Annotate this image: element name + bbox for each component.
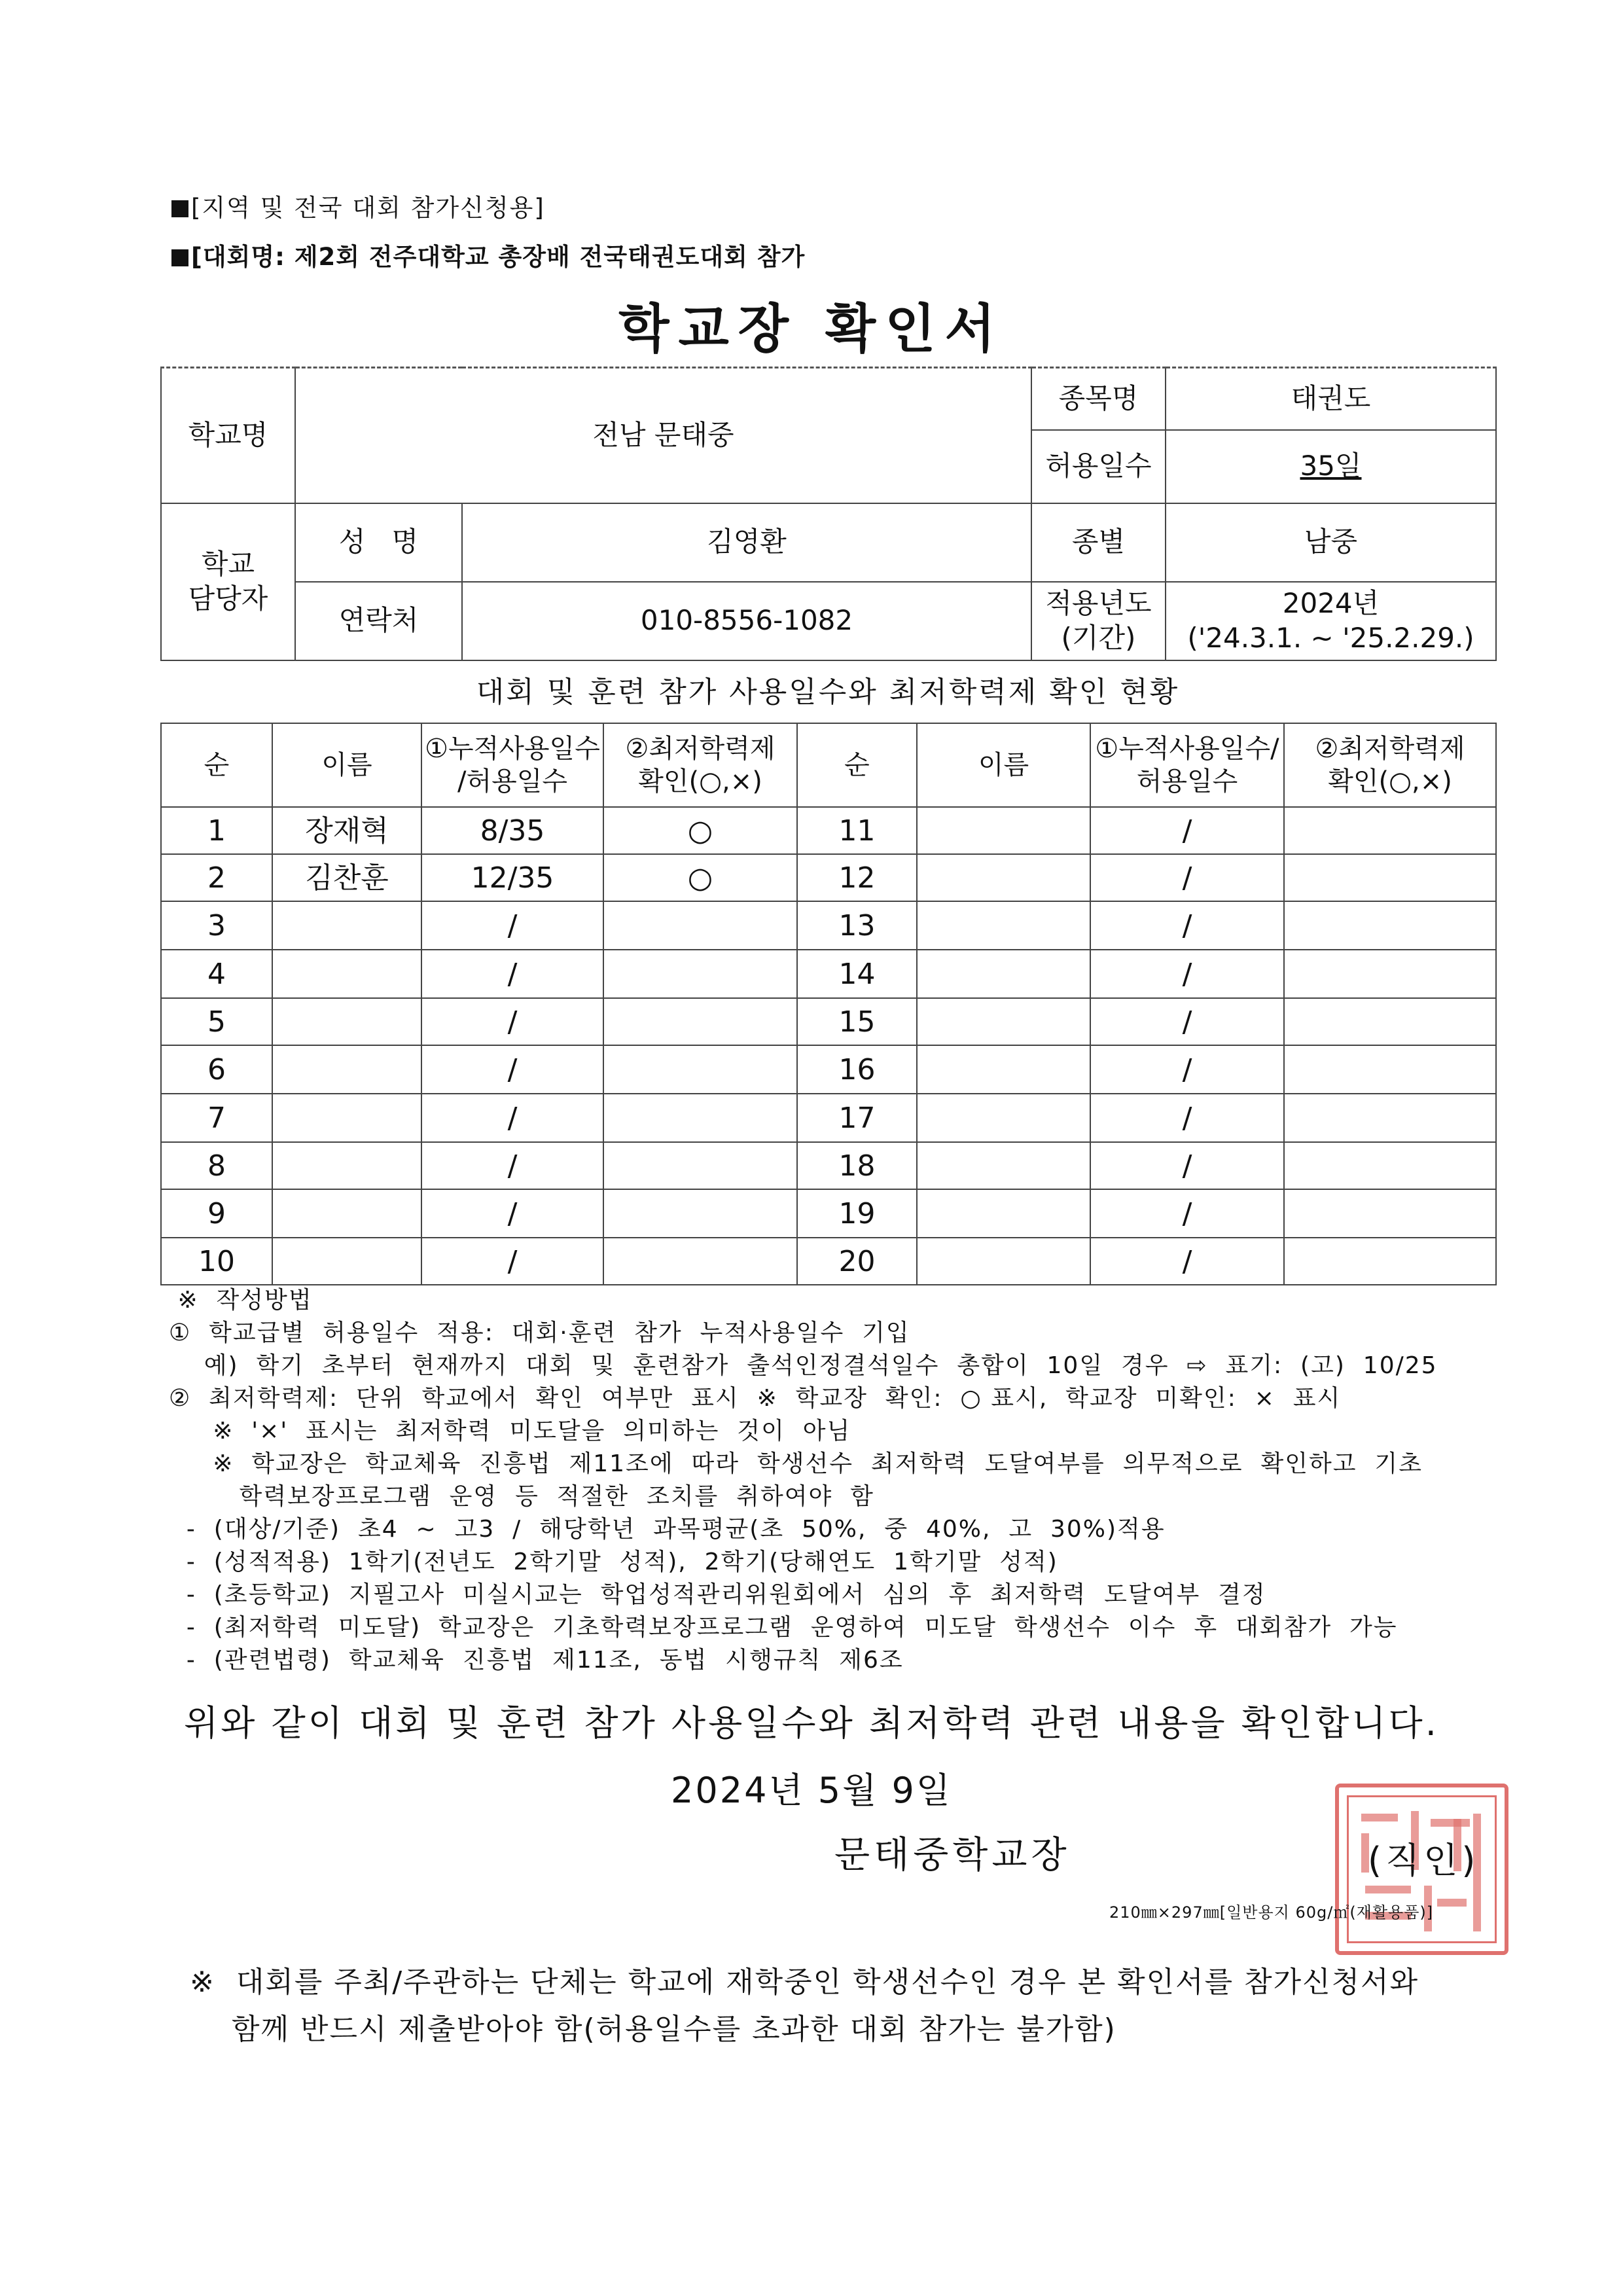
instruction-line: - (성적적용) 1학기(전년도 2학기말 성적), 2학기(당해연도 1학기말 성적)	[169, 1549, 1058, 1575]
row-number: 5	[161, 998, 272, 1045]
instruction-line: 학력보장프로그램 운영 등 적절한 조치를 취하여야 함	[169, 1483, 874, 1510]
manager-name-value: 김영환	[462, 503, 1031, 582]
row-number: 1	[161, 807, 272, 854]
days-used: /	[421, 1238, 603, 1285]
row-number: 14	[797, 950, 917, 998]
student-name	[917, 1045, 1090, 1094]
student-name	[272, 1189, 421, 1238]
competition-name-label	[171, 237, 805, 272]
contact-value: 010-8556-1082	[462, 582, 1031, 660]
instruction-line: - (대상/기준) 초4 ~ 고3 / 해당학년 과목평균(초 50%, 중 40%, 고 30%)적용	[169, 1516, 1166, 1543]
header-no: 순	[161, 723, 272, 807]
student-name	[272, 1045, 421, 1094]
instruction-line: ② 최저학력제: 단위 학교에서 확인 여부만 표시 ※ 학교장 확인: ○ 표시, 학교장 미확인: × 표시	[169, 1385, 1342, 1412]
days-used: /	[421, 950, 603, 998]
allowed-days-cell	[1166, 430, 1496, 503]
instructions	[169, 1284, 1438, 1677]
days-used: /	[421, 1189, 603, 1238]
row-number: 12	[797, 854, 917, 901]
row-number: 16	[797, 1045, 917, 1094]
row-number: 20	[797, 1238, 917, 1285]
manager-name-label: 성 명	[295, 503, 462, 582]
min-academic-check	[1284, 950, 1496, 998]
form-usage-text: [지역 및 전국 대회 참가신청용]	[191, 194, 545, 222]
student-name	[272, 998, 421, 1045]
division-label: 종별	[1031, 503, 1166, 582]
section-title: 대회 및 훈련 참가 사용일수와 최저학력제 확인 현황	[160, 660, 1495, 724]
days-used: 8/35	[421, 807, 603, 854]
min-academic-check	[603, 1238, 797, 1285]
days-used: /	[1090, 1189, 1284, 1238]
student-name	[917, 807, 1090, 854]
confirmation-statement: 위와 같이 대회 및 훈련 참가 사용일수와 최저학력 관련 내용을 확인합니다.	[184, 1702, 1439, 1744]
instruction-line: - (최저학력 미도달) 학교장은 기초학력보장프로그램 운영하여 미도달 학생선수 이수 후 대회참가 가능	[169, 1614, 1398, 1641]
student-name	[917, 854, 1090, 901]
student-name	[272, 1238, 421, 1285]
row-number: 13	[797, 901, 917, 950]
row-number: 19	[797, 1189, 917, 1238]
info-table	[160, 367, 1497, 661]
min-academic-check	[1284, 1142, 1496, 1189]
table-row	[161, 1189, 1496, 1238]
student-name	[917, 1189, 1090, 1238]
header-min-check: ②최저학력제 확인(○,×)	[1284, 723, 1496, 807]
applicable-year-value: 2024년 ('24.3.1. ~ '25.2.29.)	[1166, 582, 1496, 660]
student-name: 김찬훈	[272, 854, 421, 901]
row-number: 10	[161, 1238, 272, 1285]
allowed-days-label: 허용일수	[1031, 430, 1166, 503]
student-name	[917, 901, 1090, 950]
table-row	[161, 854, 1496, 901]
table-row	[161, 807, 1496, 854]
row-number: 3	[161, 901, 272, 950]
min-academic-check	[1284, 1045, 1496, 1094]
min-academic-check	[603, 1142, 797, 1189]
table-row	[161, 1142, 1496, 1189]
days-used: /	[421, 1142, 603, 1189]
student-name	[917, 950, 1090, 998]
square-bullet-icon	[171, 249, 188, 266]
submission-warning	[190, 1959, 1419, 2053]
days-used: /	[1090, 807, 1284, 854]
division-value: 남중	[1166, 503, 1496, 582]
row-number: 7	[161, 1094, 272, 1142]
days-used: /	[421, 998, 603, 1045]
min-academic-check	[1284, 901, 1496, 950]
header-no: 순	[797, 723, 917, 807]
min-academic-check	[1284, 1094, 1496, 1142]
instruction-line: - (초등학교) 지필고사 미실시교는 학업성적관리위원회에서 심의 후 최저학력 도달여부 결정	[169, 1581, 1266, 1608]
header-name: 이름	[917, 723, 1090, 807]
days-used: /	[1090, 1238, 1284, 1285]
student-name	[272, 901, 421, 950]
principal-title: 문태중학교장	[834, 1834, 1071, 1876]
competition-name-text: [대회명: 제2회 전주대학교 총장배 전국태권도대회 참가	[191, 243, 806, 271]
min-academic-check	[1284, 807, 1496, 854]
min-academic-check	[1284, 854, 1496, 901]
student-name	[917, 998, 1090, 1045]
student-name	[272, 1142, 421, 1189]
min-academic-check	[1284, 1238, 1496, 1285]
student-name	[917, 1142, 1090, 1189]
days-used: /	[1090, 950, 1284, 998]
row-number: 15	[797, 998, 917, 1045]
days-used: /	[1090, 1094, 1284, 1142]
row-number: 11	[797, 807, 917, 854]
days-used: /	[1090, 1142, 1284, 1189]
row-number: 6	[161, 1045, 272, 1094]
applicable-year-label: 적용년도 (기간)	[1031, 582, 1166, 660]
header-days: ①누적사용일수/ 허용일수	[1090, 723, 1284, 807]
header-name: 이름	[272, 723, 421, 807]
min-academic-check	[603, 901, 797, 950]
table-row	[161, 1094, 1496, 1142]
instruction-line: ※ 학교장은 학교체육 진흥법 제11조에 따라 학생선수 최저학력 도달여부를 의무적으로 확인하고 기초	[169, 1450, 1423, 1477]
min-academic-check	[603, 1189, 797, 1238]
days-used: /	[1090, 1045, 1284, 1094]
table-row	[161, 1238, 1496, 1285]
header-min-check: ②최저학력제 확인(○,×)	[603, 723, 797, 807]
days-used: 12/35	[421, 854, 603, 901]
table-row	[161, 1045, 1496, 1094]
days-used: /	[421, 1045, 603, 1094]
table-row	[161, 998, 1496, 1045]
row-number: 17	[797, 1094, 917, 1142]
min-academic-check: ○	[603, 807, 797, 854]
allowed-days-value: 35일	[1300, 450, 1362, 482]
days-used: /	[1090, 998, 1284, 1045]
seal-label: (직인)	[1368, 1840, 1480, 1881]
school-name-label: 학교명	[161, 368, 295, 503]
paper-spec: 210㎜×297㎜[일반용지 60g/㎡(재활용품)]	[1109, 1903, 1434, 1922]
instruction-line: ※ 작성방법	[169, 1287, 313, 1314]
row-number: 4	[161, 950, 272, 998]
student-name: 장재혁	[272, 807, 421, 854]
header-days: ①누적사용일수 /허용일수	[421, 723, 603, 807]
sport-value: 태권도	[1166, 368, 1496, 430]
row-number: 2	[161, 854, 272, 901]
student-name	[917, 1094, 1090, 1142]
student-name	[272, 950, 421, 998]
days-used: /	[1090, 854, 1284, 901]
min-academic-check	[1284, 1189, 1496, 1238]
min-academic-check	[603, 1045, 797, 1094]
square-bullet-icon	[171, 200, 188, 217]
issue-date: 2024년 5월 9일	[671, 1770, 952, 1811]
row-number: 18	[797, 1142, 917, 1189]
school-name-value: 전남 문태중	[295, 368, 1031, 503]
days-used: /	[421, 901, 603, 950]
row-number: 8	[161, 1142, 272, 1189]
table-row	[161, 950, 1496, 998]
warning-line: ※ 대회를 주최/주관하는 단체는 학교에 재학중인 학생선수인 경우 본 확인서를 참가신청서와	[190, 1965, 1419, 1999]
table-row	[161, 901, 1496, 950]
row-number: 9	[161, 1189, 272, 1238]
instruction-line: ① 학교급별 허용일수 적용: 대회·훈련 참가 누적사용일수 기입	[169, 1319, 910, 1346]
days-used: /	[421, 1094, 603, 1142]
min-academic-check	[603, 998, 797, 1045]
form-usage-label	[171, 188, 545, 223]
attendance-table	[160, 723, 1497, 1285]
sport-label: 종목명	[1031, 368, 1166, 430]
min-academic-check: ○	[603, 854, 797, 901]
days-used: /	[1090, 901, 1284, 950]
min-academic-check	[1284, 998, 1496, 1045]
student-name	[272, 1094, 421, 1142]
min-academic-check	[603, 950, 797, 998]
instruction-line: 예) 학기 초부터 현재까지 대회 및 훈련참가 출석인정결석일수 총합이 10일 경우 ⇨ 표기: (고) 10/25	[169, 1352, 1438, 1379]
warning-line: 함께 반드시 제출받아야 함(허용일수를 초과한 대회 참가는 불가함)	[190, 2013, 1116, 2046]
min-academic-check	[603, 1094, 797, 1142]
manager-label: 학교 담당자	[161, 503, 295, 660]
document-title: 학교장 확인서	[618, 298, 1005, 359]
instruction-line: ※ '×' 표시는 최저학력 미도달을 의미하는 것이 아님	[169, 1418, 851, 1444]
student-name	[917, 1238, 1090, 1285]
contact-label: 연락처	[295, 582, 462, 660]
instruction-line: - (관련법령) 학교체육 진흥법 제11조, 동법 시행규칙 제6조	[169, 1647, 904, 1674]
